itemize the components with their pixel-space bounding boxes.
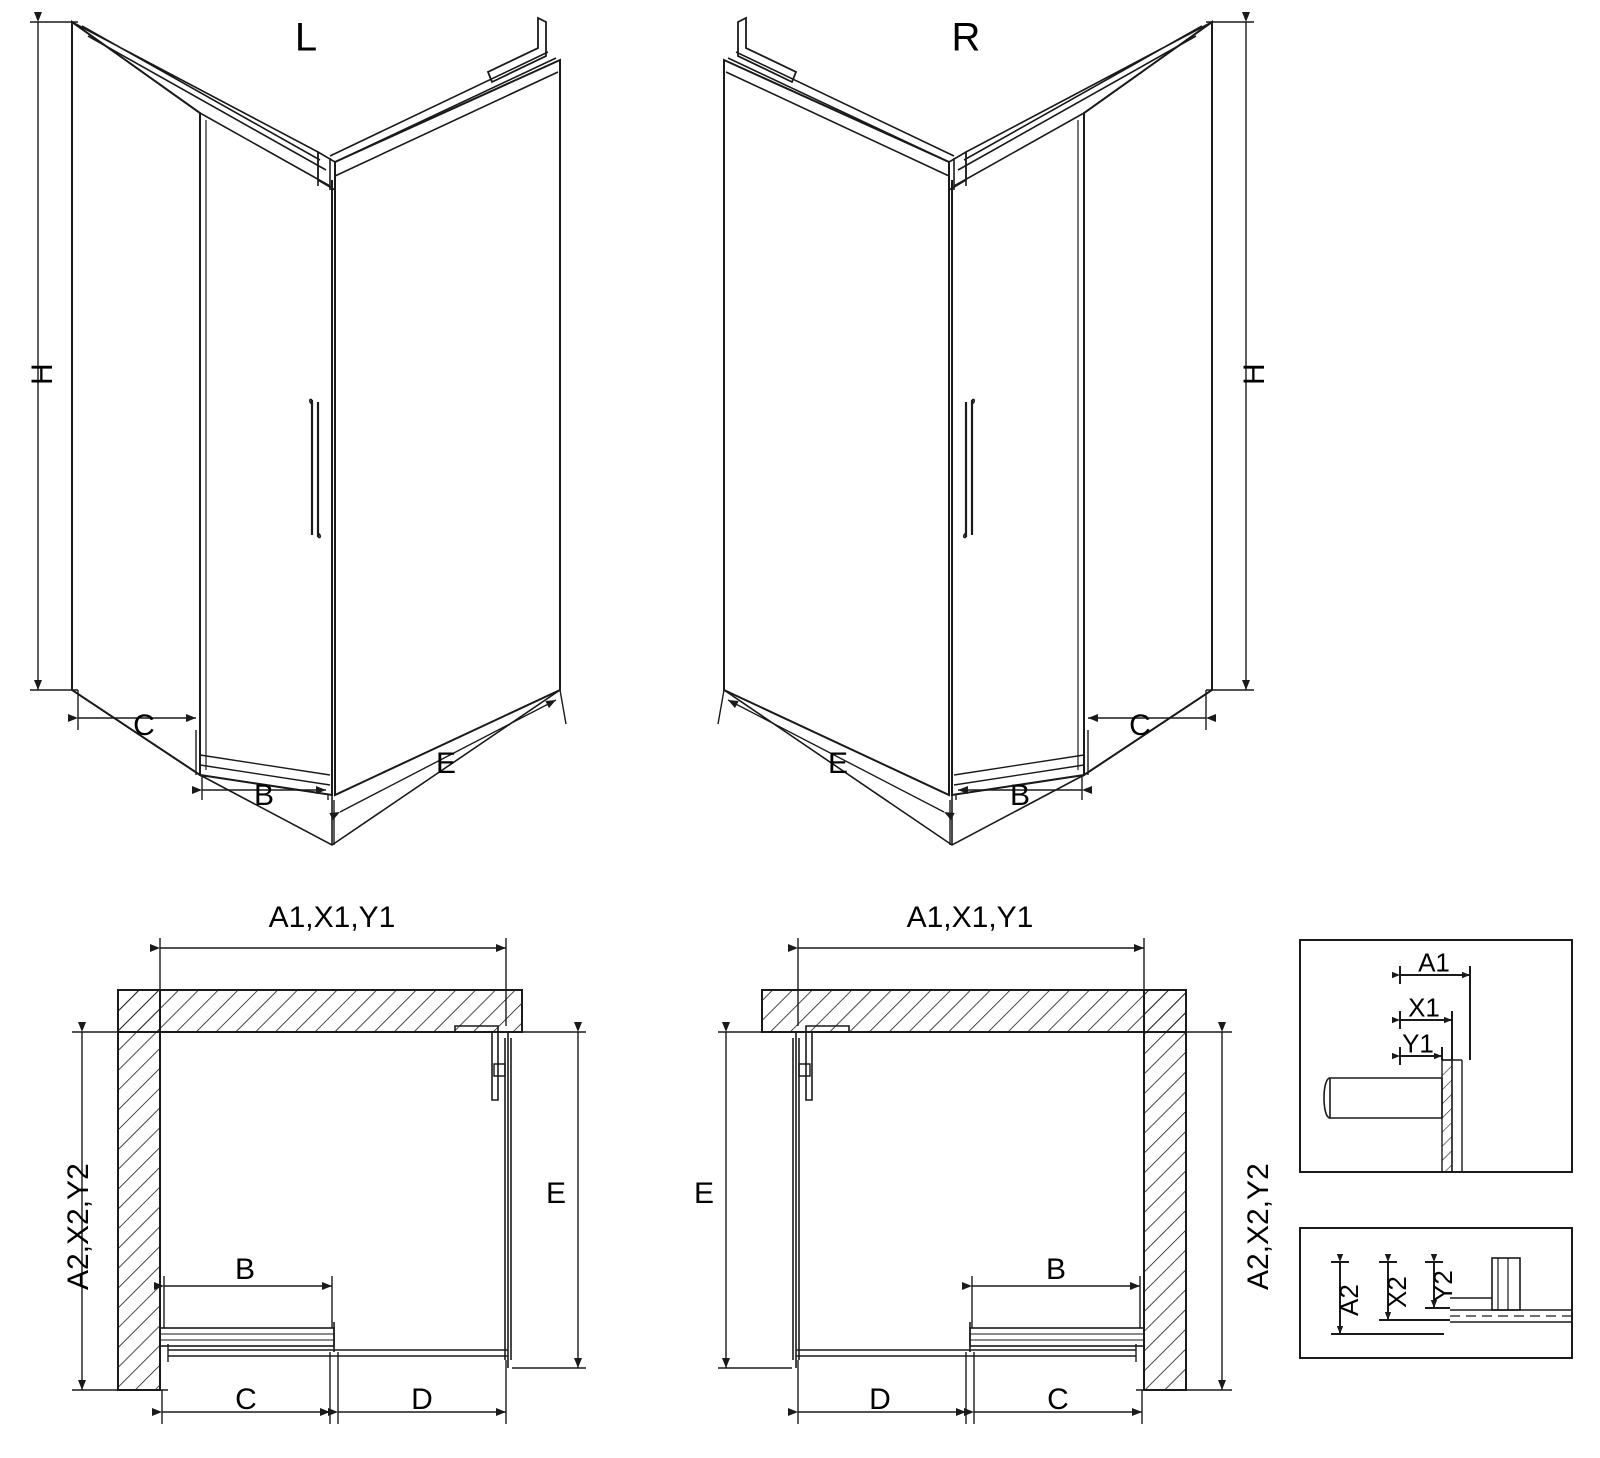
plan-left-c-label: C — [235, 1383, 257, 1416]
plan-left-e-label: E — [545, 1177, 567, 1210]
iso-left-h-label: H — [26, 363, 59, 385]
plan-right-e-label: E — [693, 1177, 715, 1210]
iso-right-b-label: B — [1009, 779, 1031, 812]
iso-right-title: R — [951, 15, 981, 60]
iso-right-h-label: H — [1238, 363, 1271, 385]
plan-left-b-label: B — [234, 1253, 256, 1286]
iso-left-b-label: B — [253, 779, 275, 812]
detail-y1-label: Y1 — [1402, 1028, 1434, 1059]
detail-y2-label: Y2 — [1428, 1270, 1458, 1302]
plan-right-top-label: A1,X1,Y1 — [906, 901, 1034, 934]
detail-a1-label: A1 — [1418, 947, 1450, 978]
iso-left-title: L — [294, 15, 318, 60]
plan-left — [118, 990, 522, 1390]
iso-left-c-label: C — [133, 709, 155, 742]
plan-left-side-label: A2,X2,Y2 — [62, 1163, 95, 1290]
iso-left-e-label: E — [435, 747, 457, 780]
plan-left-d-label: D — [411, 1383, 433, 1416]
iso-right-c-label: C — [1129, 709, 1151, 742]
detail-x2-label: X2 — [1382, 1276, 1412, 1308]
plan-right-d-label: D — [869, 1383, 891, 1416]
plan-right — [762, 990, 1186, 1390]
iso-right-dimensions — [718, 22, 1254, 845]
iso-left-dimensions — [30, 22, 566, 845]
plan-right-side-label: A2,X2,Y2 — [1242, 1163, 1275, 1290]
detail-a2-label: A2 — [1334, 1284, 1364, 1316]
iso-right-e-label: E — [827, 747, 849, 780]
plan-right-c-label: C — [1047, 1383, 1069, 1416]
plan-right-b-label: B — [1045, 1253, 1067, 1286]
plan-left-top-label: A1,X1,Y1 — [268, 901, 396, 934]
detail-x1-label: X1 — [1408, 992, 1440, 1023]
